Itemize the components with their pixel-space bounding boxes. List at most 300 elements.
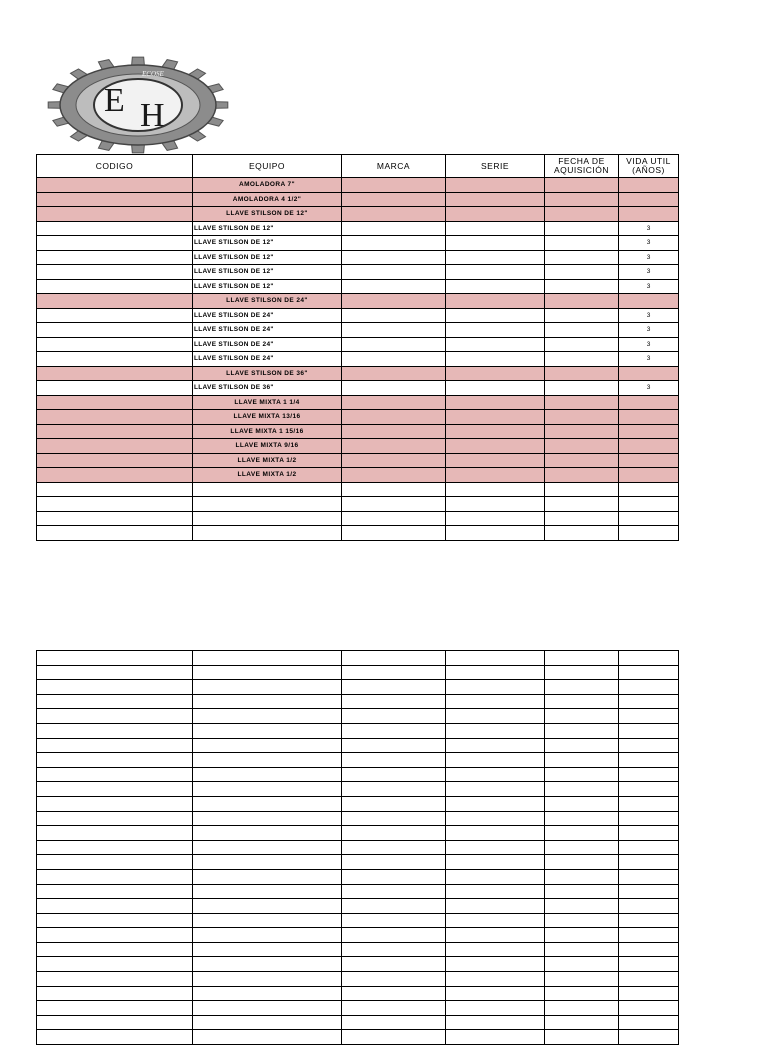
blank-cell [342, 782, 446, 797]
cell-serie [446, 482, 545, 497]
blank-cell [545, 957, 619, 972]
blank-cell [37, 1030, 193, 1045]
blank-row [37, 709, 679, 724]
blank-cell [37, 1001, 193, 1016]
blank-cell [342, 665, 446, 680]
blank-cell [446, 913, 545, 928]
cell-codigo [37, 511, 193, 526]
cell-equipo: AMOLADORA 4 1/2" [193, 192, 342, 207]
cell-equipo: LLAVE STILSON DE 12" [193, 207, 342, 222]
blank-cell [545, 651, 619, 666]
blank-cell [37, 694, 193, 709]
cell-serie [446, 279, 545, 294]
cell-fecha [545, 453, 619, 468]
blank-row [37, 884, 679, 899]
cell-equipo: LLAVE MIXTA 1/2 [193, 453, 342, 468]
blank-cell [446, 928, 545, 943]
blank-cell [545, 840, 619, 855]
cell-codigo [37, 207, 193, 222]
cell-fecha [545, 526, 619, 541]
equipment-table [36, 154, 679, 541]
cell-fecha [545, 511, 619, 526]
cell-serie [446, 337, 545, 352]
cell-marca [342, 337, 446, 352]
blank-cell [193, 1001, 342, 1016]
blank-cell [545, 738, 619, 753]
cell-equipo [193, 497, 342, 512]
cell-fecha [545, 337, 619, 352]
table-row [37, 526, 679, 541]
blank-cell [342, 1030, 446, 1045]
blank-cell [545, 1001, 619, 1016]
blank-row [37, 869, 679, 884]
blank-cell [193, 811, 342, 826]
blank-cell [342, 1015, 446, 1030]
blank-cell [545, 811, 619, 826]
table-row [37, 279, 679, 294]
category-row [37, 192, 679, 207]
logo-ring-text: ECOSE [142, 70, 164, 78]
blank-cell [619, 782, 679, 797]
blank-cell [545, 709, 619, 724]
blank-cell [37, 869, 193, 884]
cell-codigo [37, 526, 193, 541]
blank-cell [193, 1030, 342, 1045]
cell-vida: 3 [619, 337, 679, 352]
blank-cell [342, 694, 446, 709]
cell-serie [446, 410, 545, 425]
blank-cell [619, 972, 679, 987]
cell-marca [342, 366, 446, 381]
cell-equipo: LLAVE STILSON DE 12" [193, 221, 342, 236]
cell-equipo: LLAVE MIXTA 9/16 [193, 439, 342, 454]
cell-fecha [545, 497, 619, 512]
blank-row [37, 738, 679, 753]
blank-row [37, 986, 679, 1001]
cell-fecha [545, 192, 619, 207]
blank-cell [619, 665, 679, 680]
blank-cell [342, 840, 446, 855]
blank-cell [545, 869, 619, 884]
cell-serie [446, 178, 545, 193]
cell-marca [342, 453, 446, 468]
blank-cell [446, 942, 545, 957]
header-row [37, 155, 679, 178]
blank-cell [545, 986, 619, 1001]
cell-fecha [545, 236, 619, 251]
blank-cell [545, 782, 619, 797]
blank-cell [545, 972, 619, 987]
blank-cell [193, 855, 342, 870]
category-row [37, 294, 679, 309]
blank-cell [545, 913, 619, 928]
blank-row [37, 753, 679, 768]
blank-row [37, 928, 679, 943]
equipment-table-body [37, 178, 679, 541]
col-header-equipo: EQUIPO [193, 155, 342, 178]
cell-marca [342, 482, 446, 497]
cell-equipo: LLAVE STILSON DE 36" [193, 366, 342, 381]
cell-codigo [37, 366, 193, 381]
cell-equipo [193, 482, 342, 497]
table-row [37, 221, 679, 236]
blank-cell [619, 899, 679, 914]
cell-fecha [545, 410, 619, 425]
cell-equipo: LLAVE STILSON DE 24" [193, 352, 342, 367]
cell-vida [619, 497, 679, 512]
blank-cell [446, 869, 545, 884]
blank-cell [193, 972, 342, 987]
blank-cell [342, 753, 446, 768]
cell-codigo [37, 337, 193, 352]
blank-cell [37, 709, 193, 724]
cell-fecha [545, 279, 619, 294]
cell-fecha [545, 352, 619, 367]
cell-serie [446, 381, 545, 396]
blank-cell [37, 782, 193, 797]
cell-vida [619, 192, 679, 207]
cell-vida [619, 395, 679, 410]
blank-cell [193, 942, 342, 957]
blank-cell [193, 665, 342, 680]
cell-fecha [545, 424, 619, 439]
blank-cell [193, 840, 342, 855]
blank-row [37, 680, 679, 695]
blank-row [37, 942, 679, 957]
blank-cell [342, 767, 446, 782]
cell-serie [446, 439, 545, 454]
cell-fecha [545, 294, 619, 309]
cell-equipo: LLAVE MIXTA 1 15/16 [193, 424, 342, 439]
cell-equipo: LLAVE STILSON DE 36" [193, 381, 342, 396]
blank-row [37, 651, 679, 666]
cell-vida: 3 [619, 265, 679, 280]
category-row [37, 424, 679, 439]
blank-cell [619, 1001, 679, 1016]
blank-cell [619, 796, 679, 811]
blank-cell [193, 928, 342, 943]
cell-codigo [37, 482, 193, 497]
blank-cell [342, 738, 446, 753]
blank-cell [619, 942, 679, 957]
blank-cell [193, 753, 342, 768]
cell-vida [619, 178, 679, 193]
cell-serie [446, 497, 545, 512]
cell-vida [619, 410, 679, 425]
cell-marca [342, 410, 446, 425]
blank-cell [619, 651, 679, 666]
blank-cell [342, 680, 446, 695]
cell-equipo: LLAVE MIXTA 1/2 [193, 468, 342, 483]
category-row [37, 178, 679, 193]
col-header-fecha-adquisicion [545, 155, 619, 178]
cell-equipo: AMOLADORA 7" [193, 178, 342, 193]
blank-cell [545, 694, 619, 709]
cell-codigo [37, 453, 193, 468]
cell-equipo: LLAVE STILSON DE 24" [193, 294, 342, 309]
cell-vida: 3 [619, 323, 679, 338]
cell-fecha [545, 395, 619, 410]
cell-fecha [545, 468, 619, 483]
blank-cell [37, 840, 193, 855]
blank-row [37, 913, 679, 928]
blank-row [37, 796, 679, 811]
blank-row [37, 1030, 679, 1045]
blank-cell [545, 665, 619, 680]
blank-cell [619, 855, 679, 870]
blank-cell [446, 1001, 545, 1016]
table-row [37, 352, 679, 367]
blank-cell [193, 826, 342, 841]
cell-equipo: LLAVE STILSON DE 24" [193, 308, 342, 323]
blank-cell [37, 811, 193, 826]
cell-vida: 3 [619, 381, 679, 396]
cell-fecha [545, 366, 619, 381]
blank-cell [446, 753, 545, 768]
blank-cell [619, 694, 679, 709]
blank-cell [193, 957, 342, 972]
blank-row [37, 723, 679, 738]
blank-row [37, 1001, 679, 1016]
blank-cell [37, 738, 193, 753]
blank-cell [446, 796, 545, 811]
blank-cell [37, 913, 193, 928]
blank-cell [446, 665, 545, 680]
cell-codigo [37, 424, 193, 439]
blank-row [37, 899, 679, 914]
cell-serie [446, 352, 545, 367]
blank-cell [619, 1030, 679, 1045]
cell-codigo [37, 178, 193, 193]
cell-vida: 3 [619, 236, 679, 251]
blank-cell [446, 884, 545, 899]
cell-serie [446, 424, 545, 439]
cell-vida: 3 [619, 308, 679, 323]
cell-serie [446, 366, 545, 381]
blank-row [37, 972, 679, 987]
blank-cell [342, 869, 446, 884]
cell-serie [446, 192, 545, 207]
col-header-marca: MARCA [342, 155, 446, 178]
cell-marca [342, 381, 446, 396]
blank-cell [342, 796, 446, 811]
blank-cell [193, 782, 342, 797]
blank-cell [446, 840, 545, 855]
blank-cell [446, 1030, 545, 1045]
blank-cell [619, 767, 679, 782]
category-row [37, 395, 679, 410]
blank-row [37, 694, 679, 709]
blank-cell [446, 957, 545, 972]
cell-vida [619, 468, 679, 483]
cell-codigo [37, 250, 193, 265]
blank-cell [619, 928, 679, 943]
cell-fecha [545, 482, 619, 497]
blank-cell [446, 767, 545, 782]
cell-marca [342, 511, 446, 526]
blank-cell [193, 680, 342, 695]
blank-cell [545, 942, 619, 957]
blank-cell [37, 1015, 193, 1030]
blank-cell [545, 723, 619, 738]
cell-vida [619, 453, 679, 468]
cell-vida: 3 [619, 279, 679, 294]
cell-fecha [545, 323, 619, 338]
cell-codigo [37, 410, 193, 425]
cell-marca [342, 207, 446, 222]
blank-row [37, 665, 679, 680]
cell-marca [342, 323, 446, 338]
blank-cell [545, 899, 619, 914]
cell-fecha [545, 221, 619, 236]
col-header-fecha-line2: AQUISICIÓN [553, 165, 610, 175]
cell-equipo: LLAVE STILSON DE 24" [193, 323, 342, 338]
blank-cell [37, 957, 193, 972]
cell-serie [446, 308, 545, 323]
category-row [37, 468, 679, 483]
blank-cell [193, 694, 342, 709]
blank-cell [446, 723, 545, 738]
blank-cell [545, 796, 619, 811]
cell-marca [342, 236, 446, 251]
blank-cell [545, 767, 619, 782]
cell-vida [619, 439, 679, 454]
table-row [37, 323, 679, 338]
cell-vida [619, 294, 679, 309]
blank-cell [545, 826, 619, 841]
blank-row [37, 1015, 679, 1030]
cell-fecha [545, 250, 619, 265]
blank-cell [342, 986, 446, 1001]
blank-cell [37, 855, 193, 870]
cell-codigo [37, 221, 193, 236]
blank-row [37, 840, 679, 855]
blank-cell [193, 986, 342, 1001]
blank-cell [193, 796, 342, 811]
blank-cell [545, 884, 619, 899]
col-header-fecha-line1: FECHA DE [558, 156, 605, 166]
blank-row [37, 826, 679, 841]
cell-marca [342, 178, 446, 193]
cell-marca [342, 221, 446, 236]
col-header-codigo: CODIGO [37, 155, 193, 178]
blank-cell [342, 942, 446, 957]
cell-equipo: LLAVE STILSON DE 12" [193, 250, 342, 265]
cell-marca [342, 395, 446, 410]
blank-row [37, 811, 679, 826]
table-row [37, 308, 679, 323]
cell-marca [342, 250, 446, 265]
category-row [37, 366, 679, 381]
blank-cell [37, 899, 193, 914]
cell-marca [342, 497, 446, 512]
logo-letter-h: H [140, 97, 165, 134]
table-row [37, 337, 679, 352]
cell-serie [446, 221, 545, 236]
cell-vida: 3 [619, 221, 679, 236]
blank-cell [619, 723, 679, 738]
cell-serie [446, 294, 545, 309]
blank-cell [446, 811, 545, 826]
blank-cell [619, 986, 679, 1001]
col-header-vida-line2: (AÑOS) [632, 165, 665, 175]
blank-cell [37, 942, 193, 957]
blank-row [37, 957, 679, 972]
blank-cell [342, 899, 446, 914]
blank-cell [193, 884, 342, 899]
blank-row [37, 855, 679, 870]
blank-cell [37, 680, 193, 695]
col-header-serie: SERIE [446, 155, 545, 178]
table-row [37, 497, 679, 512]
blank-cell [37, 767, 193, 782]
blank-cell [342, 709, 446, 724]
blank-cell [37, 972, 193, 987]
blank-cell [37, 723, 193, 738]
blank-table-body [37, 651, 679, 1045]
table-row [37, 236, 679, 251]
cell-vida [619, 526, 679, 541]
cell-equipo: LLAVE STILSON DE 12" [193, 236, 342, 251]
cell-codigo [37, 395, 193, 410]
cell-vida [619, 366, 679, 381]
blank-row [37, 782, 679, 797]
cell-marca [342, 279, 446, 294]
cell-serie [446, 323, 545, 338]
cell-codigo [37, 308, 193, 323]
cell-codigo [37, 352, 193, 367]
cell-vida [619, 482, 679, 497]
cell-serie [446, 395, 545, 410]
table-row [37, 250, 679, 265]
blank-cell [37, 928, 193, 943]
blank-cell [193, 869, 342, 884]
blank-cell [193, 738, 342, 753]
blank-cell [619, 738, 679, 753]
blank-cell [446, 826, 545, 841]
blank-cell [446, 738, 545, 753]
blank-cell [619, 913, 679, 928]
blank-cell [342, 855, 446, 870]
blank-cell [619, 957, 679, 972]
cell-marca [342, 424, 446, 439]
cell-marca [342, 308, 446, 323]
cell-vida [619, 207, 679, 222]
blank-cell [342, 957, 446, 972]
cell-vida: 3 [619, 250, 679, 265]
cell-fecha [545, 381, 619, 396]
blank-cell [619, 753, 679, 768]
cell-fecha [545, 308, 619, 323]
cell-serie [446, 511, 545, 526]
cell-codigo [37, 468, 193, 483]
logo-letter-e: E [104, 82, 125, 119]
cell-fecha [545, 207, 619, 222]
blank-cell [545, 680, 619, 695]
blank-cell [619, 869, 679, 884]
cell-marca [342, 294, 446, 309]
blank-cell [193, 1015, 342, 1030]
category-row [37, 439, 679, 454]
table-row [37, 381, 679, 396]
cell-marca [342, 526, 446, 541]
blank-cell [446, 1015, 545, 1030]
category-row [37, 410, 679, 425]
blank-cell [193, 913, 342, 928]
blank-cell [193, 709, 342, 724]
cell-equipo: LLAVE STILSON DE 24" [193, 337, 342, 352]
col-header-vida-util [619, 155, 679, 178]
